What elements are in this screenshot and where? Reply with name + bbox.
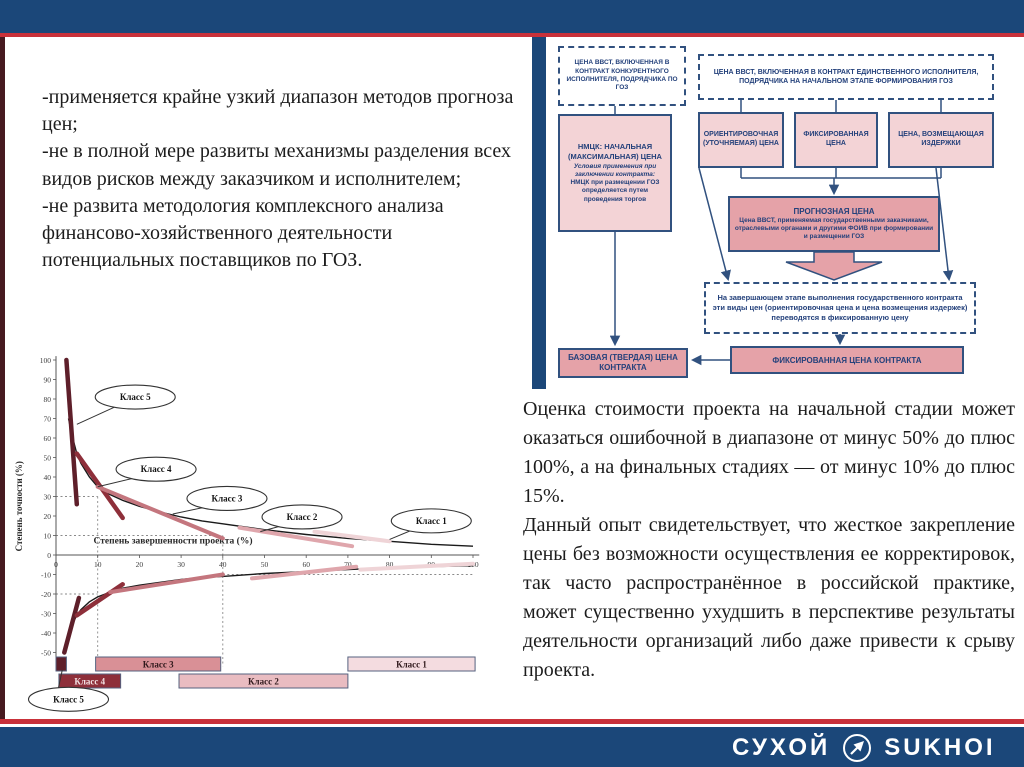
top-bar	[0, 0, 1024, 33]
x-tick-label: 30	[177, 560, 185, 569]
sukhoi-logo-icon	[842, 733, 872, 763]
y-tick-label: -10	[41, 570, 51, 580]
class-bar-label: Класс 2	[248, 676, 279, 687]
y-tick-label: -30	[41, 609, 51, 619]
x-tick-label: 90	[427, 560, 436, 569]
top-accent-line	[0, 33, 1024, 37]
bullet-item-3: -не развита методология комплексного анализа финансово-хозяйственного деятельности потенциальных поставщиков по ГОЗ.	[42, 194, 444, 272]
y-tick-label: 40	[43, 472, 51, 482]
flow-box-competitive-price: ЦЕНА ВВСТ, ВКЛЮЧЕННАЯ В КОНТРАКТ КОНКУРЕНТНОГО ИСПОЛНИТЕЛЯ, ПОДРЯДЧИКА ПО ГОЗ	[558, 46, 686, 106]
y-tick-label: 80	[43, 394, 51, 404]
x-tick-label: 70	[344, 560, 352, 569]
y-tick-label: 100	[39, 355, 51, 365]
class-bar	[56, 657, 66, 671]
class-bar-label: Класс 3	[142, 659, 174, 670]
bullet-item-2: -не в полной мере развиты механизмы разделения всех видов рисков между заказчиком и исполнителем;	[42, 140, 512, 190]
flow-box-base-contract-price: БАЗОВАЯ (ТВЕРДАЯ) ЦЕНА КОНТРАКТА	[558, 348, 688, 378]
class-segment	[110, 575, 223, 593]
callout-label: Класс 5	[53, 694, 84, 705]
body-text-block	[523, 395, 1015, 685]
paragraph-estimate: Оценка стоимости проекта на начальной стадии может оказаться ошибочной в диапазоне от минус 50% до плюс 100%, а на финальных стадиях — от минус 10% до плюс 15%.	[523, 398, 1015, 507]
x-tick-label: 20	[135, 560, 144, 569]
class-segment	[77, 584, 123, 615]
callout-label: Класс 2	[286, 511, 318, 522]
flow-box-orientation-price: ОРИЕНТИРОВОЧНАЯ (УТОЧНЯЕМАЯ) ЦЕНА	[698, 112, 784, 168]
forecast-body: Цена ВВСТ, применяемая государственными заказчиками, отраслевыми органами и другими ФОИВ при формировании и размещении ГОЗ	[734, 216, 934, 241]
pricing-flowchart	[552, 38, 1014, 388]
x-tick-label: 80	[385, 560, 394, 569]
bullet-text-block	[42, 84, 528, 274]
flow-box-fixed-price: ФИКСИРОВАННАЯ ЦЕНА	[794, 112, 878, 168]
y-tick-label: 20	[43, 511, 51, 521]
flow-box-forecast-price	[728, 196, 940, 252]
chart-class-bars	[56, 657, 475, 688]
forecast-title: ПРОГНОЗНАЯ ЦЕНА	[793, 206, 875, 216]
callout-label: Класс 5	[119, 392, 151, 403]
x-tick-label: 10	[93, 560, 102, 569]
x-tick-label: 100	[467, 560, 479, 569]
flow-box-fixed-contract-price: ФИКСИРОВАННАЯ ЦЕНА КОНТРАКТА	[730, 346, 964, 374]
brand-latin: SUKHOI	[884, 734, 996, 761]
connector-diagonal-left	[699, 168, 728, 279]
bullet-item-1: -применяется крайне узкий диапазон методов прогноза цен;	[42, 86, 514, 136]
flow-box-cost-reimbursing-price: ЦЕНА, ВОЗМЕЩАЮЩАЯ ИЗДЕРЖКИ	[888, 112, 994, 168]
nmck-conditions: НМЦК при размещении ГОЗ определяется путем проведения торгов	[570, 179, 660, 203]
y-tick-label: 50	[43, 453, 51, 463]
y-tick-label: -20	[41, 589, 51, 599]
callout-label: Класс 3	[211, 493, 243, 504]
brand-cyrillic: СУХОЙ	[732, 734, 831, 761]
class-bar-label: Класс 1	[396, 659, 427, 670]
x-tick-label: 60	[302, 560, 310, 569]
y-tick-label: -50	[41, 648, 51, 658]
footer-bar	[0, 727, 1024, 767]
class-segment	[66, 360, 76, 504]
x-axis-label: Степень завершенности проекта (%)	[93, 536, 253, 547]
class-segment	[64, 598, 79, 653]
sukhoi-brand	[732, 733, 996, 763]
y-tick-label: 90	[43, 375, 51, 385]
y-tick-label: 70	[43, 414, 51, 424]
y-tick-label: 0	[47, 550, 51, 560]
y-axis-label: Степень точности (%)	[14, 461, 24, 552]
nmck-title: НМЦК: НАЧАЛЬНАЯ (МАКСИМАЛЬНАЯ) ЦЕНА	[568, 142, 662, 161]
x-tick-label: 40	[219, 560, 227, 569]
flow-box-nmck	[558, 114, 672, 232]
x-tick-label: 0	[54, 560, 58, 569]
paragraph-experience: Данный опыт свидетельствует, что жесткое закрепление цены без возможности осуществления ее корректировок, так часто распространённое в российской практике, может существенно ухудшить в перспективе результаты деятельности организаций либо даже привести к срыву проекта.	[523, 514, 1015, 681]
x-tick-label: 50	[260, 560, 269, 569]
class-bar-label: Класс 4	[74, 676, 106, 687]
block-down-arrow	[786, 252, 882, 280]
flow-box-single-supplier-price: ЦЕНА ВВСТ, ВКЛЮЧЕННАЯ В КОНТРАКТ ЕДИНСТВЕННОГО ИСПОЛНИТЕЛЯ, ПОДРЯДЧИКА НА НАЧАЛЬНОМ ЭТАПЕ ФОРМИРОВАНИЯ ГОЗ	[698, 54, 994, 100]
flow-box-final-stage: На завершающем этапе выполнения государственного контракта эти виды цен (ориентировочная цена и цена возмещения издержек) переводятся в фиксированную цену	[704, 282, 976, 334]
callout-label: Класс 1	[415, 515, 447, 526]
left-accent-strip	[0, 37, 5, 722]
callout-label: Класс 4	[140, 464, 172, 475]
y-tick-label: -40	[41, 628, 51, 638]
nmck-conditions-italic: Условия применения при заключении контракта:	[573, 163, 657, 179]
y-tick-label: 10	[43, 531, 51, 541]
y-tick-label: 60	[43, 433, 51, 443]
y-tick-label: 30	[43, 492, 51, 502]
vertical-divider	[532, 37, 546, 389]
accuracy-cone-chart	[6, 342, 500, 714]
